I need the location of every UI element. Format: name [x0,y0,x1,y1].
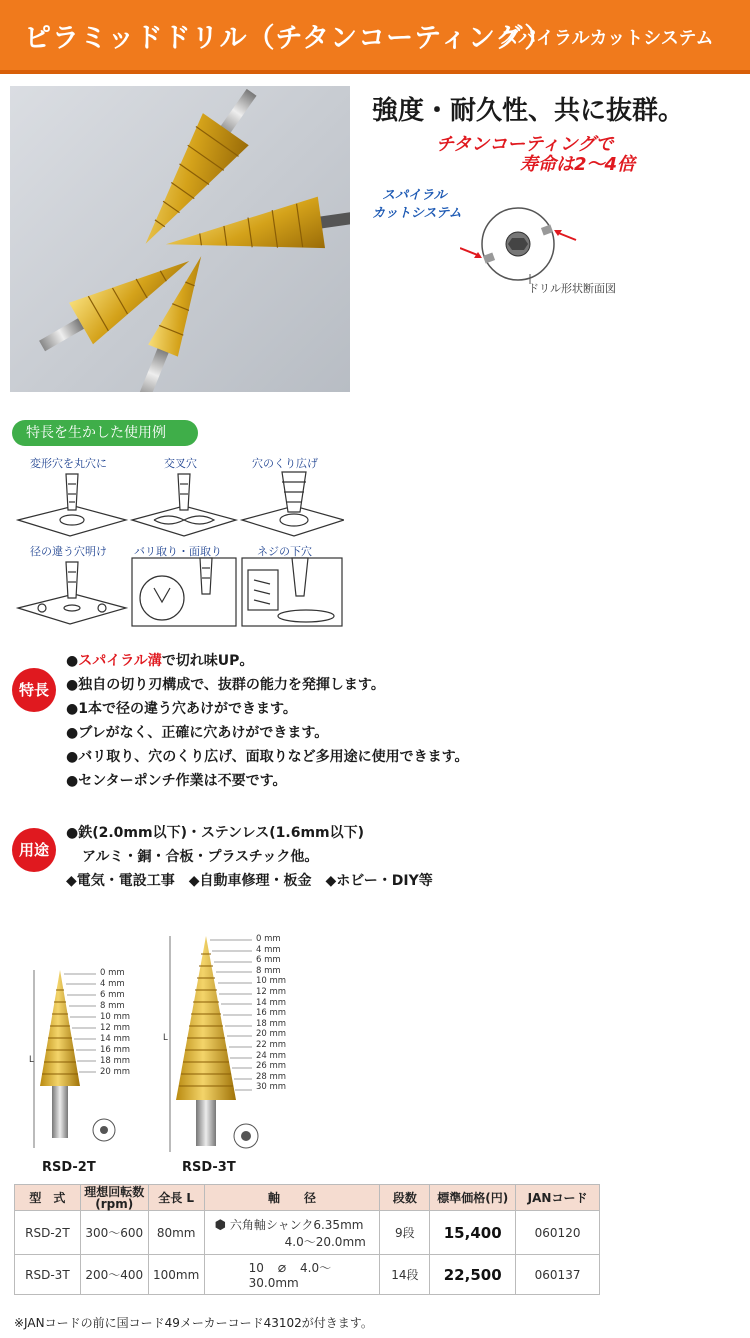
dimension-diagrams [20,930,340,1158]
col-steps: 段数 [380,1185,430,1211]
example-label: バリ取り・面取り [134,545,222,558]
shaft-prefix: 10 [248,1261,264,1275]
applications-badge: 用途 [12,828,56,872]
application-line: アルミ・銅・合板・プラスチック他。 [82,849,319,865]
step-label: 14 mm [256,997,287,1008]
step-label: 12 mm [256,987,287,997]
usage-examples-illustrations [14,470,344,630]
cell-jan: 060120 [516,1211,600,1255]
model-label-rsd3t: RSD-3T [182,1160,236,1175]
step-label: 14 mm [100,1034,131,1044]
cell-steps: 9段 [380,1211,430,1255]
table-row [15,1211,600,1255]
feature-bullet: ● [66,653,79,669]
cell-length: 80mm [148,1211,204,1255]
example-label: 径の違う穴明け [30,545,107,558]
hexagon-icon: ⬢ [214,1217,226,1233]
model-label-rsd2t: RSD-2T [42,1160,96,1175]
cell-shaft [204,1211,380,1255]
feature-line: ●1本で径の違う穴あけができます。 [66,701,297,717]
jan-note: ※JANコードの前に国コード49メーカーコード43102が付きます。 [14,1316,373,1330]
step-label: 4 mm [100,979,125,989]
feature-line-1 [66,650,253,670]
spiral-label-1: スパイラル [382,188,447,203]
example-label: 変形穴を丸穴に [30,457,107,470]
shaft-line-2: 4.0～20.0mm [284,1234,366,1249]
cell-price: 22,500 [430,1255,516,1295]
feature-line: ●センターポンチ作業は不要です。 [66,773,287,789]
example-label: ネジの下穴 [257,545,312,558]
features-badge: 特長 [12,668,56,712]
table-header-row [15,1185,600,1211]
diameter-icon: ⌀ [277,1260,287,1276]
step-label: 12 mm [100,1023,131,1033]
cell-rpm: 300～600 [80,1211,148,1255]
feature-line: ●バリ取り、穴のくり広げ、面取りなど多用途に使用できます。 [66,749,469,765]
step-label: 24 mm [256,1050,287,1061]
step-label: 26 mm [256,1061,287,1072]
header-banner [0,0,750,74]
step-label: 6 mm [100,990,125,1000]
cross-section-caption: ドリル形状断面図 [528,282,616,295]
drill-bits-illustration [10,86,350,392]
step-label: 8 mm [256,965,281,976]
step-label: 20 mm [256,1029,287,1040]
length-label-3t: L [163,1033,168,1043]
step-label: 0 mm [256,934,281,944]
step-label: 8 mm [100,1001,125,1011]
page-subtitle: スパイラルカットシステム [500,28,714,49]
tagline: 強度・耐久性、共に抜群。 [372,96,685,126]
feature-text: で切れ味UP。 [161,653,254,669]
col-model: 型 式 [15,1185,81,1211]
col-rpm-line2: (rpm) [95,1196,134,1211]
usage-title: 特長を生かした使用例 [12,420,198,446]
product-photo [10,86,350,392]
example-label: 穴のくり広げ [252,457,318,470]
step-label: 10 mm [256,976,287,987]
step-label: 16 mm [100,1045,131,1055]
feature-line: ●独自の切り刃構成で、抜群の能力を発揮します。 [66,677,385,693]
step-label: 18 mm [100,1056,131,1066]
application-line: ◆電気・電設工事 ◆自動車修理・板金 ◆ホビー・DIY等 [66,873,433,889]
cell-model: RSD-3T [15,1255,81,1295]
step-label: 0 mm [100,968,125,978]
col-shaft: 軸 径 [204,1185,380,1211]
cell-model: RSD-2T [15,1211,81,1255]
length-label-2t: L [29,1055,34,1065]
tagline-sub-1: チタンコーティングで [436,134,614,155]
step-label: 10 mm [100,1012,131,1022]
step-label: 4 mm [256,944,281,955]
spec-table [14,1184,600,1295]
step-label: 30 mm [256,1082,287,1093]
step-label: 16 mm [256,1008,287,1019]
col-rpm-line1: 理想回転数 [84,1184,145,1199]
cell-steps: 14段 [380,1255,430,1295]
col-price: 標準価格(円) [430,1185,516,1211]
table-row [15,1255,600,1295]
page-title: ピラミッドドリル（チタンコーティング） [24,23,553,54]
example-label: 交叉穴 [164,457,197,470]
shaft-line-1: 4.0～30.0mm [248,1261,332,1290]
col-length: 全長 L [148,1185,204,1211]
shaft-line-1: 六角軸シャンク6.35mm [229,1217,364,1232]
tagline-sub-2: 寿命は2～4倍 [520,154,636,175]
spiral-label-2: カットシステム [372,206,462,221]
col-rpm [80,1185,148,1211]
feature-line: ●ブレがなく、正確に穴あけができます。 [66,725,329,741]
cell-shaft [204,1255,380,1295]
step-label: 22 mm [256,1040,287,1050]
step-label: 18 mm [256,1018,287,1029]
cell-price: 15,400 [430,1211,516,1255]
cell-jan: 060137 [516,1255,600,1295]
cell-length: 100mm [148,1255,204,1295]
step-label: 6 mm [256,955,281,966]
feature-highlight: スパイラル溝 [78,653,162,669]
cell-rpm: 200～400 [80,1255,148,1295]
col-jan: JANコード [516,1185,600,1211]
step-label: 20 mm [100,1067,131,1077]
step-label: 28 mm [256,1071,287,1082]
application-line: ●鉄(2.0mm以下)・ステンレス(1.6mm以下) [66,825,365,841]
